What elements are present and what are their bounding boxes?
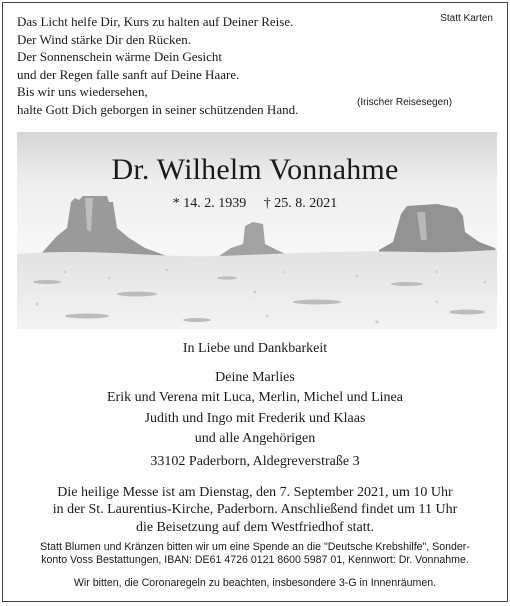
mourner-line: Deine Marlies <box>215 369 295 385</box>
life-dates <box>3 196 507 212</box>
poem-line: Bis wir uns wiedersehen, <box>17 84 148 100</box>
mourners-block <box>3 339 507 450</box>
donation-line: Statt Blumen und Kränzen bitten wir um eine Spende an die "Deutsche Krebshilfe", Sonder- <box>40 541 470 553</box>
obituary-notice <box>2 2 508 602</box>
death-date: † 25. 8. 2021 <box>263 196 338 211</box>
statt-karten-note: Statt Karten <box>440 13 493 24</box>
poem-source: (Irischer Reisesegen) <box>357 97 453 108</box>
poem <box>17 13 298 119</box>
service-line: in der St. Laurentius-Kirche, Paderborn. Anschließend findet um 11 Uhr <box>52 502 458 518</box>
poem-line: Der Wind stärke Dir den Rücken. <box>17 31 191 47</box>
service-line: die Beisetzung auf dem Westfriedhof statt. <box>135 519 375 535</box>
deceased-name: Dr. Wilhelm Vonnahme <box>111 153 399 186</box>
poem-line: und der Regen falle sanft auf Deine Haare. <box>17 66 240 82</box>
corona-note <box>3 577 507 590</box>
service-line: Die heilige Messe ist am Dienstag, den 7. September 2021, um 10 Uhr <box>57 485 453 500</box>
mourners-intro: In Liebe und Dankbarkeit <box>182 341 328 356</box>
family-address: 33102 Paderborn, Aldegreverstraße 3 <box>150 454 360 469</box>
service-info <box>3 484 507 536</box>
donation-note <box>3 541 507 567</box>
spacer <box>3 360 507 368</box>
poem-line: halte Gott Dich geborgen in seiner schützenden Hand. <box>17 101 299 117</box>
mourner-line: und alle Angehörigen <box>194 431 316 446</box>
poem-line: Das Licht helfe Dir, Kurs zu halten auf Deiner Reise. <box>17 14 294 29</box>
donation-line: konto Voss Bestattungen, IBAN: DE61 4726 0121 8600 5987 01, Kennwort: Dr. Vonnahme. <box>41 554 469 566</box>
mourner-line: Judith und Ingo mit Frederik und Klaas <box>144 410 366 426</box>
poem-line: Der Sonnenschein wärme Dein Gesicht <box>17 49 223 65</box>
mourner-line: Erik und Verena mit Luca, Merlin, Michel und Linea <box>107 390 403 405</box>
birth-date: * 14. 2. 1939 <box>172 196 247 211</box>
corona-line: Wir bitten, die Coronaregeln zu beachten, insbesondere 3-G in Innenräumen. <box>73 577 437 589</box>
